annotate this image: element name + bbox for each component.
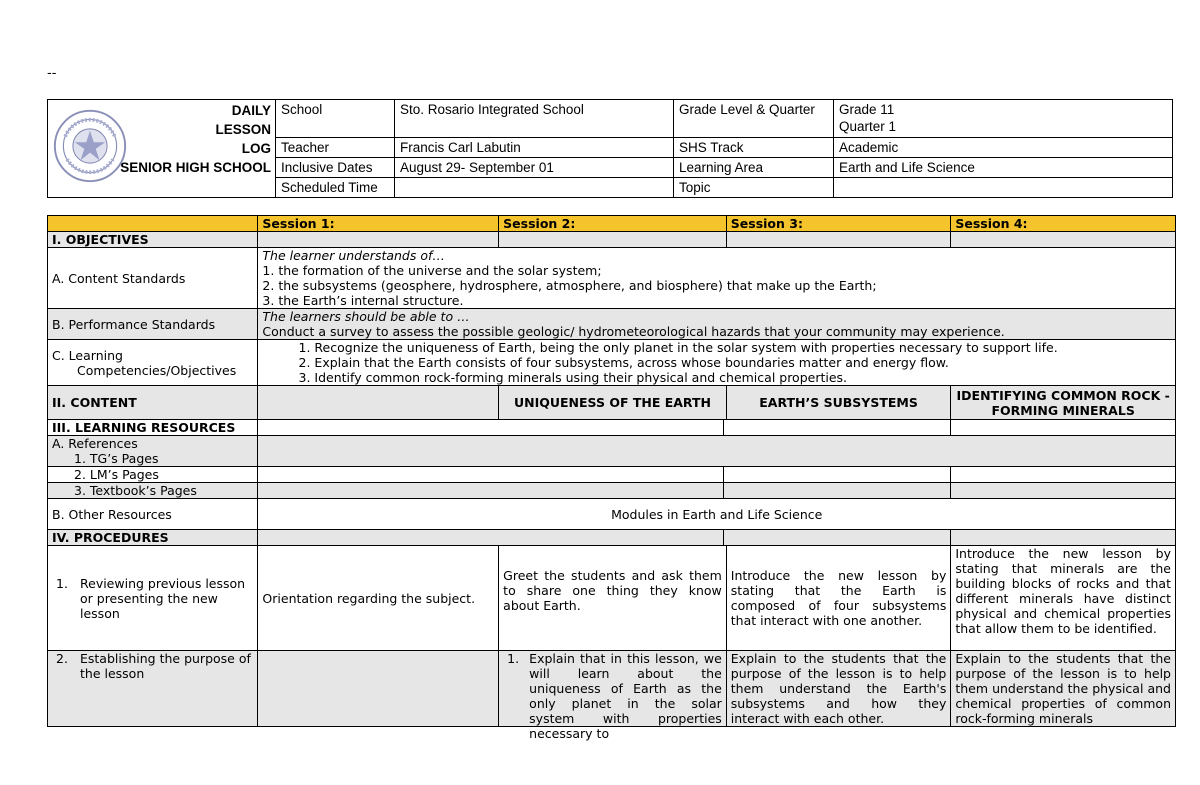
purpose-session-1	[258, 651, 499, 727]
scheduled-time-value	[395, 178, 674, 198]
other-resources-row	[48, 499, 1176, 530]
competencies-list	[262, 340, 1171, 385]
references-label: A. References	[52, 436, 138, 451]
competencies-label	[48, 340, 258, 386]
quarter-value: Quarter 1	[839, 119, 897, 134]
content-session-4: IDENTIFYING COMMON ROCK -FORMING MINERALS	[951, 386, 1176, 420]
grade-quarter-value	[834, 100, 1173, 138]
learning-area-value: Earth and Life Science	[834, 158, 1173, 178]
purpose-label-cell	[48, 651, 258, 727]
purpose-label: Establishing the purpose of the lesson	[80, 651, 251, 681]
session-header-row	[48, 216, 1176, 232]
deped-seal-logo	[52, 108, 128, 184]
topic-label: Topic	[674, 178, 834, 198]
competencies-label-line1: C. Learning	[52, 347, 123, 363]
content-standards-label: A. Content Standards	[48, 248, 258, 309]
dates-label: Inclusive Dates	[276, 158, 395, 178]
competency-3: 3. Identify common rock-forming minerals using their physical and chemical properties.	[314, 370, 1171, 385]
objectives-heading-row	[48, 232, 1176, 248]
track-label: SHS Track	[674, 138, 834, 158]
content-session-2: UNIQUENESS OF THE EARTH	[499, 386, 727, 420]
purpose-s2-num: 1.	[507, 651, 520, 666]
learning-area-label: Learning Area	[674, 158, 834, 178]
competency-2: 2. Explain that the Earth consists of four subsystems, across whose boundaries matter and energy flow.	[314, 355, 1171, 370]
school-label: School	[276, 100, 395, 138]
purpose-row	[48, 651, 1176, 727]
grade-value: Grade 11	[839, 102, 895, 117]
objectives-heading: I. OBJECTIVES	[48, 232, 258, 248]
scheduled-time-label: Scheduled Time	[276, 178, 395, 198]
content-standards-value	[258, 248, 1176, 309]
session-1-header: Session 1:	[258, 216, 499, 232]
review-session-1: Orientation regarding the subject.	[258, 546, 499, 651]
dates-value: August 29- September 01	[395, 158, 674, 178]
references-row	[48, 436, 1176, 467]
track-value: Academic	[834, 138, 1173, 158]
textbook-pages-row	[48, 483, 1176, 499]
content-row	[48, 386, 1176, 420]
performance-standards-row	[48, 309, 1176, 340]
topic-value	[834, 178, 1173, 198]
procedures-heading-row	[48, 530, 1176, 546]
review-session-4: Introduce the new lesson by stating that minerals are the building blocks of rocks and that different minerals have distinct physical and chemical properties that allow them to be identified.	[951, 546, 1176, 651]
purpose-s2-text: Explain that in this lesson, we will learn about the uniqueness of Earth as the only planet in the solar system with properties necessary to	[529, 651, 722, 741]
other-resources-value: Modules in Earth and Life Science	[258, 499, 1176, 530]
session-3-header: Session 3:	[726, 216, 951, 232]
content-session-3: EARTH’S SUBSYSTEMS	[726, 386, 951, 420]
title-daily: DAILY	[231, 103, 271, 118]
resources-heading: III. LEARNING RESOURCES	[48, 420, 258, 436]
session-2-header: Session 2:	[499, 216, 727, 232]
review-label-cell	[48, 546, 258, 651]
purpose-session-2	[499, 651, 727, 741]
resources-heading-row	[48, 420, 1176, 436]
competencies-label-line2: Competencies/Objectives	[77, 362, 237, 378]
header-logo-cell	[48, 100, 276, 198]
teacher-label: Teacher	[276, 138, 395, 158]
review-label: Reviewing previous lesson or presenting the new lesson	[80, 575, 246, 621]
content-standard-2: 2. the subsystems (geosphere, hydrosphere, atmosphere, and biosphere) that make up the Earth;	[262, 278, 877, 293]
review-num: 1.	[56, 575, 68, 591]
competencies-value	[258, 340, 1176, 386]
teacher-value: Francis Carl Labutin	[395, 138, 674, 158]
school-value: Sto. Rosario Integrated School	[395, 100, 674, 138]
lm-pages-label: 2. LM’s Pages	[48, 467, 258, 483]
content-standard-3: 3. the Earth’s internal structure.	[262, 293, 464, 308]
content-standard-1: 1. the formation of the universe and the solar system;	[262, 263, 602, 278]
content-standards-row	[48, 248, 1176, 309]
performance-standards-label: B. Performance Standards	[48, 309, 258, 340]
textbook-pages-label: 3. Textbook’s Pages	[48, 483, 258, 499]
title-shs: SENIOR HIGH SCHOOL	[120, 160, 271, 175]
performance-standards-value	[258, 309, 1176, 340]
review-session-3: Introduce the new lesson by stating that the Earth is composed of four subsystems that interact with one another.	[726, 546, 951, 651]
purpose-num: 2.	[56, 651, 68, 666]
review-session-2: Greet the students and ask them to share one thing they know about Earth.	[499, 546, 727, 651]
competencies-row	[48, 340, 1176, 386]
log-titles	[120, 101, 271, 177]
tg-pages-label: 1. TG’s Pages	[74, 451, 159, 466]
other-resources-label: B. Other Resources	[48, 499, 258, 530]
purpose-session-3: Explain to the students that the purpose of the lesson is to help them understand the Earth's subsystems and how they interact with each other.	[726, 651, 951, 727]
content-standards-intro: The learner understands of…	[262, 248, 445, 263]
review-row	[48, 546, 1176, 651]
top-mark: --	[47, 66, 57, 81]
procedures-heading: IV. PROCEDURES	[48, 530, 258, 546]
content-heading: II. CONTENT	[48, 386, 258, 420]
header-table	[47, 99, 1173, 198]
competency-1: 1. Recognize the uniqueness of Earth, being the only planet in the solar system with properties necessary to support life.	[314, 340, 1171, 355]
lm-pages-row	[48, 467, 1176, 483]
session-4-header: Session 4:	[951, 216, 1176, 232]
references-cell	[48, 436, 258, 467]
performance-standards-intro: The learners should be able to …	[262, 309, 470, 324]
title-log: LOG	[241, 141, 271, 156]
performance-standards-line: Conduct a survey to assess the possible geologic/ hydrometeorological hazards that your community may experience.	[262, 324, 1005, 339]
lesson-log-table	[47, 215, 1176, 741]
title-lesson: LESSON	[215, 122, 271, 137]
purpose-session-4: Explain to the students that the purpose of the lesson is to help them understand the physical and chemical properties of common rock-forming minerals	[951, 651, 1176, 727]
grade-quarter-label: Grade Level & Quarter	[674, 100, 834, 138]
